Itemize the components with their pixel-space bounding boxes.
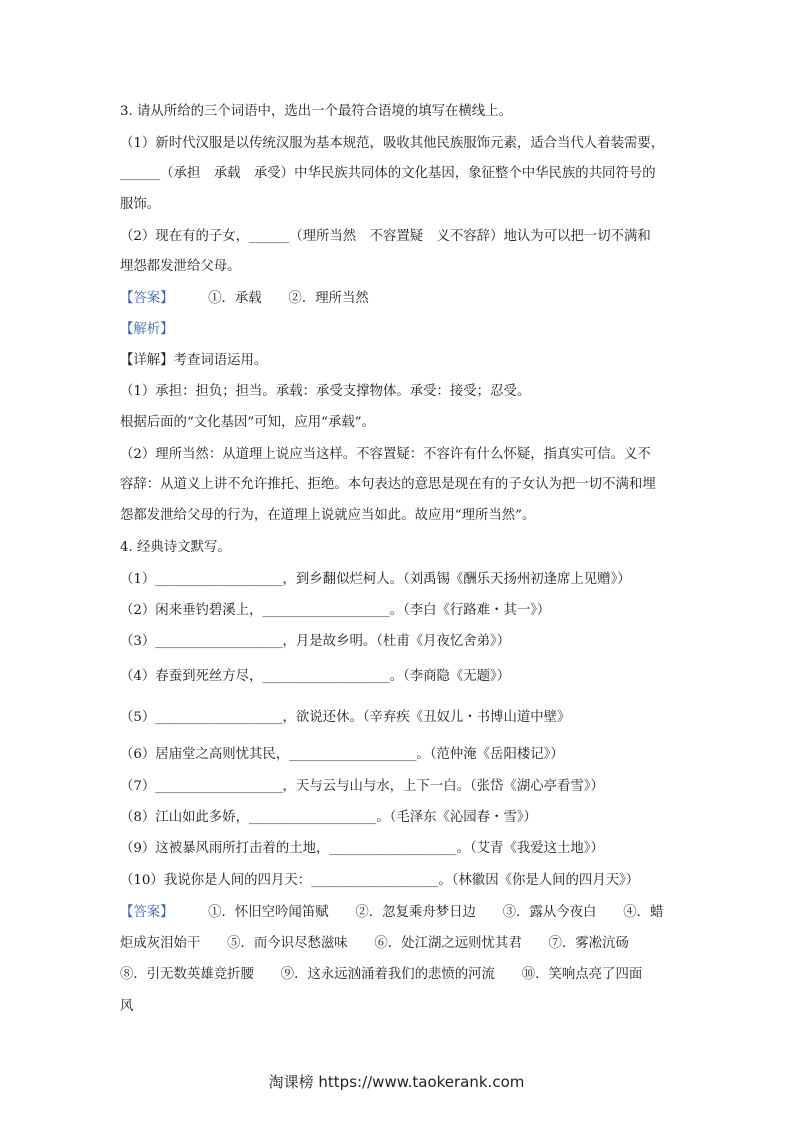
- q4-item-2: （2）闲来垂钓碧溪上，___________________。（李白《行路难・其一》）: [120, 603, 551, 618]
- q4-item-3: （3）___________________，月是故乡明。（杜甫《月夜忆舍弟》）: [120, 634, 511, 649]
- q4-item-7: （7）___________________，天与云与山与水，上下一白。（张岱《湖心亭看雪》）: [120, 779, 604, 794]
- q3-line-4: （2）现在有的子女，______（理所当然 不容置疑 义不容辞）地认为可以把一切不满和: [120, 229, 651, 244]
- q4-item-6: （6）居庙堂之高则忧其民，___________________。（范仲淹《岳阳楼记》）: [120, 747, 564, 762]
- q4-item-4: （4）春蚕到死丝方尽，___________________。（李商隐《无题》）: [120, 669, 511, 684]
- answer-text: ①．怀旧空吟闻笛赋 ②．忽复乘舟梦日边 ③．露从今夜白 ④．蜡: [208, 905, 664, 920]
- footer-watermark: 淘课榜 https://www.taokerank.com: [268, 1073, 525, 1091]
- q4-answer-line-3: ⑧．引无数英雄竞折腰 ⑨．这永远汹涌着我们的悲愤的河流 ⑩．笑响点亮了四面: [120, 967, 643, 982]
- q3-title: 3. 请从所给的三个词语中，选出一个最符合语境的填写在横线上。: [120, 104, 512, 119]
- q4-answer-line-1: [120, 904, 680, 922]
- detail-line-5: 怨都发泄给父母的行为，在道理上说就应当如此。故应用“理所当然”。: [120, 508, 536, 523]
- q4-item-9: （9）这被暴风雨所打击着的土地，___________________。（艾青《我爱这土地》）: [120, 841, 604, 856]
- q4-item-5: （5）___________________，欲说还休。（辛弃疾《丑奴儿・书博山道中壁》: [120, 710, 571, 725]
- q3-line-5: 埋怨都发泄给父母。: [120, 259, 241, 274]
- detail-line-2: 根据后面的“文化基因”可知，应用“承载”。: [120, 415, 376, 430]
- q4-title: 4. 经典诗文默写。: [120, 540, 231, 555]
- q3-line-1: （1）新时代汉服是以传统汉服为基本规范，吸收其他民族服饰元素，适合当代人着装需要，: [120, 136, 665, 151]
- detail-line-1: （1）承担：担负；担当。承载：承受支撑物体。承受：接受；忍受。: [120, 384, 531, 399]
- q3-answer: [120, 290, 680, 308]
- detail-line-4: 容辞：从道义上讲不允许推托、拒绝。本句表达的意思是现在有的子女认为把一切不满和埋: [120, 477, 656, 492]
- detail-line-3: （2）理所当然：从道理上说应当这样。不容置疑：不容许有什么怀疑，指真实可信。义不: [120, 447, 651, 462]
- detail-heading: 【详解】考查词语运用。: [120, 353, 268, 368]
- q4-item-1: （1）___________________，到乡翻似烂柯人。（刘禹锡《酬乐天扬州初逢席上见赠》）: [120, 572, 631, 587]
- q4-answer-line-2: 炬成灰泪始干 ⑤．而今识尽愁滋味 ⑥．处江湖之远则忧其君 ⑦．雾凇沆砀: [120, 936, 629, 951]
- analysis-tag: 【解析】: [120, 322, 174, 337]
- q4-item-10: （10）我说你是人间的四月天：___________________。（林徽因《你是人间的四月天》）: [120, 873, 640, 888]
- q4-item-8: （8）江山如此多娇，___________________。（毛泽东《沁园春・雪》）: [120, 810, 537, 825]
- answer-tag: 【答案】: [120, 905, 174, 920]
- q3-line-2: ______（承担 承载 承受）中华民族共同体的文化基因，象征整个中华民族的共同符号的: [120, 166, 656, 181]
- q4-answer-line-4: 风: [120, 999, 134, 1014]
- answer-tag: 【答案】: [120, 291, 174, 306]
- answer-text: ①．承载 ②．理所当然: [208, 291, 369, 306]
- q3-line-3: 服饰。: [120, 197, 161, 212]
